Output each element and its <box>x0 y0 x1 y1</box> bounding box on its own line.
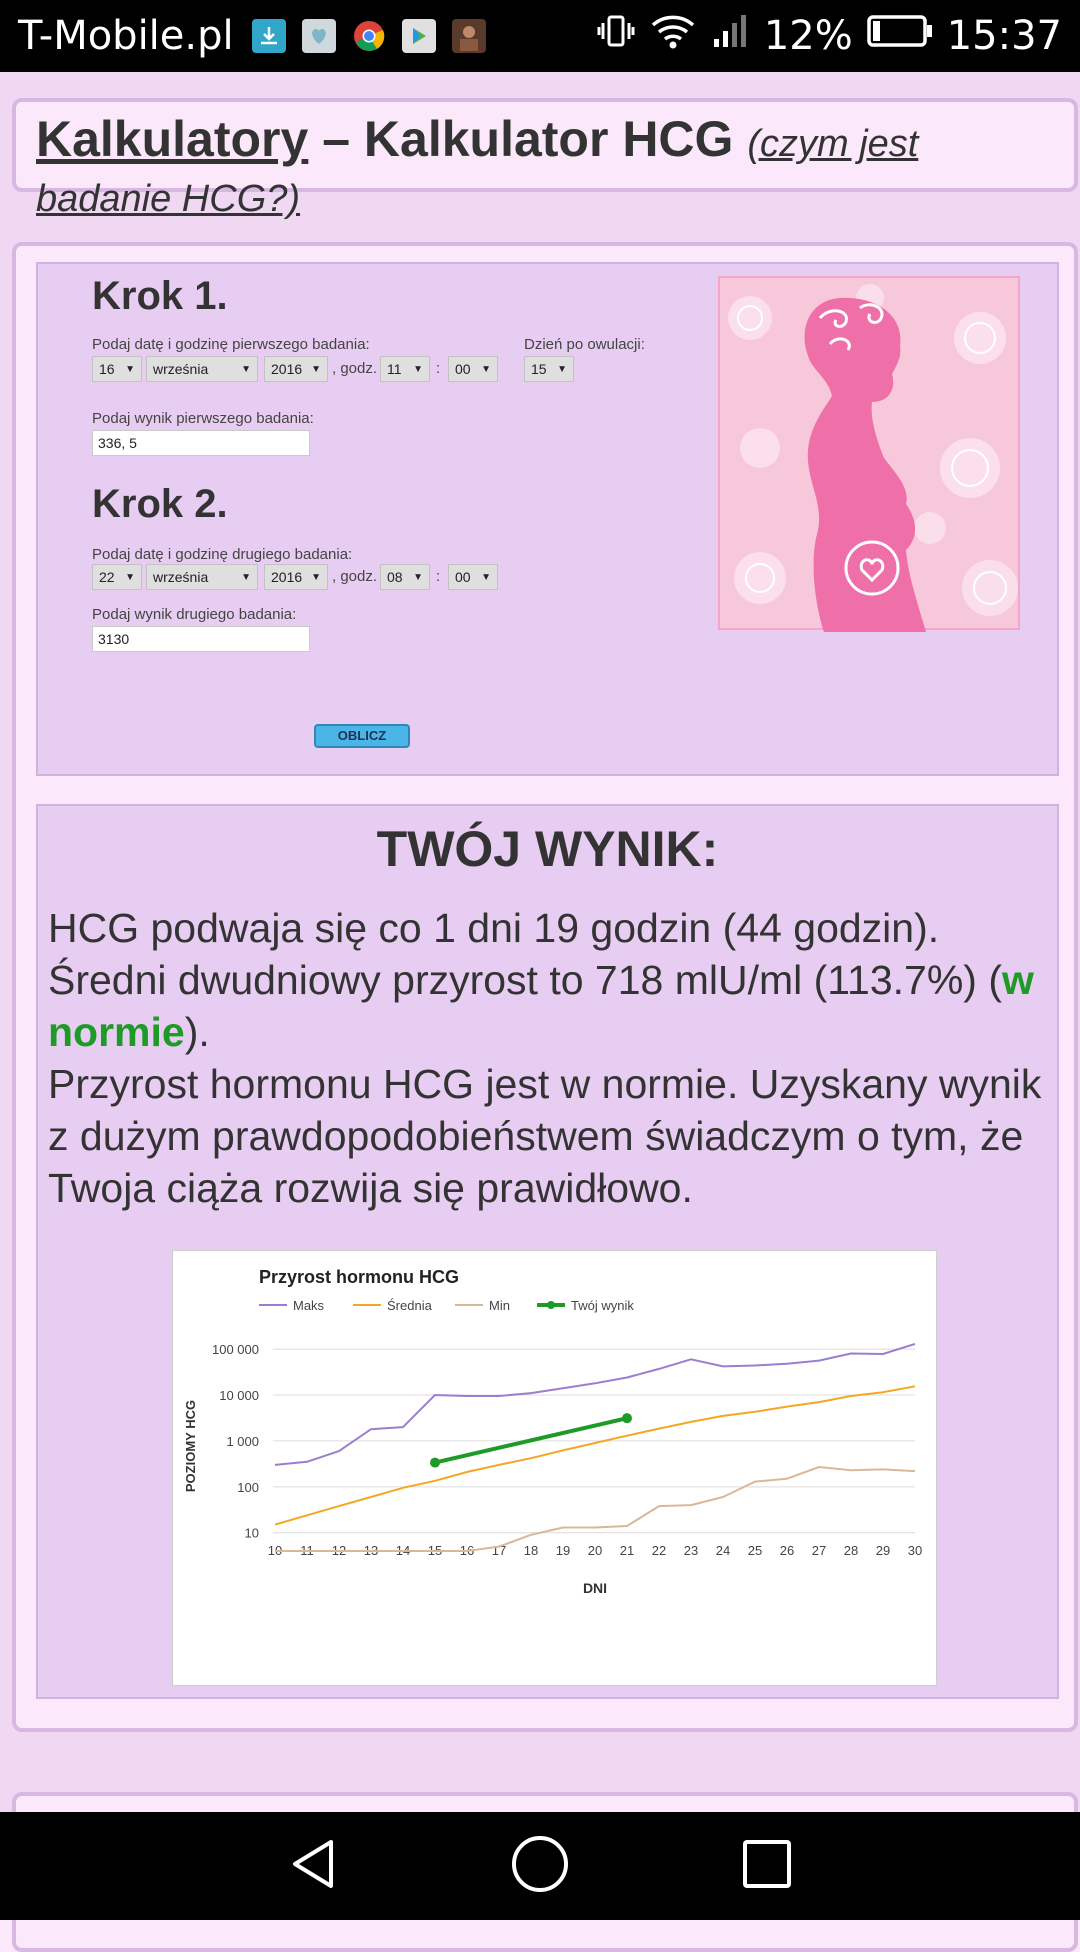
step1-title: Krok 1. <box>92 274 228 318</box>
step1-result-label: Podaj wynik pierwszego badania: <box>92 410 314 427</box>
step2-year-select[interactable]: 2016 ▼ <box>264 564 328 590</box>
your-result-point <box>430 1458 440 1468</box>
x-tick-label: 20 <box>587 1543 603 1558</box>
step2-day-select[interactable]: 22 ▼ <box>92 564 142 590</box>
status-bar <box>0 0 1080 72</box>
x-tick-label: 21 <box>619 1543 635 1558</box>
ovulation-label: Dzień po owulacji: <box>524 336 645 353</box>
series-line--rednia <box>275 1386 915 1524</box>
title-card <box>12 98 1078 220</box>
play-store-icon <box>402 19 436 53</box>
step2-colon: : <box>436 568 441 585</box>
download-icon <box>252 19 286 53</box>
pregnant-woman-illustration <box>718 276 1020 630</box>
x-tick-label: 14 <box>395 1543 411 1558</box>
hcg-chart-svg <box>173 1251 938 1687</box>
series-line-maks <box>275 1344 915 1465</box>
result-growth: Średni dwudniowy przyrost to 718 mlU/ml (113.7%) (w normie). <box>48 957 1034 1055</box>
y-tick-label: 10 <box>244 1525 259 1541</box>
status-normal: w normie <box>48 957 1034 1055</box>
title-text: – Kalkulator HCG <box>308 111 748 167</box>
x-tick-label: 13 <box>363 1543 379 1558</box>
navigation-bar <box>0 1812 1080 1920</box>
step2-minute-select[interactable]: 00 ▼ <box>448 564 498 590</box>
step1-minute-select[interactable]: 00 ▼ <box>448 356 498 382</box>
step1-hour-select[interactable]: 11 ▼ <box>380 356 430 382</box>
x-tick-label: 30 <box>907 1543 923 1558</box>
x-tick-label: 26 <box>779 1543 795 1558</box>
x-tick-label: 17 <box>491 1543 507 1558</box>
x-tick-label: 29 <box>875 1543 891 1558</box>
result-heading: TWÓJ WYNIK: <box>376 821 719 877</box>
carrier-name: T-Mobile.pl <box>18 13 234 59</box>
step1-result-input[interactable]: 336, 5 <box>92 430 310 456</box>
wifi-icon <box>650 11 696 61</box>
calculator-card <box>12 242 1078 1732</box>
calculators-link[interactable]: Kalkulatory <box>36 111 309 167</box>
x-tick-label: 22 <box>651 1543 667 1558</box>
y-axis-label: POZIOMY HCG <box>183 1399 198 1493</box>
step2-hour-select[interactable]: 08 ▼ <box>380 564 430 590</box>
legend-label-0: Maks <box>293 1298 325 1313</box>
signal-icon <box>710 11 750 61</box>
result-summary: Przyrost hormonu HCG jest w normie. Uzyskany wynik z dużym prawdopodobieństwem świadczym o tym, że Twoja ciąża rozwija się prawidłowo. <box>48 1061 1042 1211</box>
step2-title: Krok 2. <box>92 482 228 526</box>
step1-day-select[interactable]: 16 ▼ <box>92 356 142 382</box>
step2-godz-label: , godz. <box>332 568 378 585</box>
what-is-hcg-link[interactable]: (czym jest badanie HCG?) <box>36 123 919 220</box>
x-tick-label: 10 <box>267 1543 283 1558</box>
legend-label-2: Min <box>489 1298 510 1313</box>
page-content <box>0 72 1080 1812</box>
calculate-button[interactable]: OBLICZ <box>314 724 410 748</box>
back-button[interactable] <box>283 1834 343 1899</box>
step2-date-label: Podaj datę i godzinę drugiego badania: <box>92 546 353 563</box>
result-panel <box>36 804 1059 1699</box>
step1-month-select[interactable]: września ▼ <box>146 356 258 382</box>
x-tick-label: 18 <box>523 1543 539 1558</box>
y-tick-label: 10 000 <box>219 1387 259 1403</box>
battery-icon <box>867 13 933 59</box>
clock: 15:37 <box>946 13 1062 59</box>
x-tick-label: 28 <box>843 1543 859 1558</box>
step2-result-input[interactable]: 3130 <box>92 626 310 652</box>
series-line-min <box>275 1467 915 1551</box>
y-tick-label: 100 <box>237 1479 259 1495</box>
step1-colon: : <box>436 360 441 377</box>
x-tick-label: 12 <box>331 1543 347 1558</box>
x-axis-label: DNI <box>582 1580 608 1596</box>
recents-button[interactable] <box>737 1834 797 1899</box>
x-tick-label: 11 <box>300 1543 314 1558</box>
health-app-icon <box>302 19 336 53</box>
status-right <box>596 11 1062 61</box>
legend-marker-3 <box>547 1301 555 1309</box>
notification-icons <box>252 19 486 53</box>
your-result-point <box>622 1413 632 1423</box>
legend-label-1: Średnia <box>387 1298 432 1313</box>
y-tick-label: 1 000 <box>226 1433 259 1449</box>
page-title <box>36 111 1054 224</box>
x-tick-label: 24 <box>715 1543 731 1558</box>
vibrate-icon <box>596 11 636 61</box>
x-tick-label: 23 <box>683 1543 699 1558</box>
y-tick-label: 100 000 <box>212 1342 259 1358</box>
step2-result-label: Podaj wynik drugiego badania: <box>92 606 297 623</box>
step1-godz-label: , godz. <box>332 360 378 377</box>
chart-title: Przyrost hormonu HCG <box>259 1267 460 1287</box>
x-tick-label: 19 <box>555 1543 571 1558</box>
chrome-icon <box>352 19 386 53</box>
ovulation-select[interactable]: 15 ▼ <box>524 356 574 382</box>
step1-date-label: Podaj datę i godzinę pierwszego badania: <box>92 336 370 353</box>
home-button[interactable] <box>510 1834 570 1899</box>
x-tick-label: 27 <box>811 1543 827 1558</box>
result-doubling-time: HCG podwaja się co 1 dni 19 godzin (44 godzin). <box>48 905 940 951</box>
series-line-tw-j-wynik <box>435 1418 627 1462</box>
x-tick-label: 16 <box>459 1543 475 1558</box>
battery-percent: 12% <box>763 13 853 59</box>
calculator-form <box>36 262 1059 776</box>
step2-month-select[interactable]: września ▼ <box>146 564 258 590</box>
legend-label-3: Twój wynik <box>571 1298 634 1313</box>
contact-photo-icon <box>452 19 486 53</box>
step1-year-select[interactable]: 2016 ▼ <box>264 356 328 382</box>
x-tick-label: 15 <box>427 1543 443 1558</box>
hcg-chart <box>172 1250 937 1686</box>
x-tick-label: 25 <box>747 1543 763 1558</box>
